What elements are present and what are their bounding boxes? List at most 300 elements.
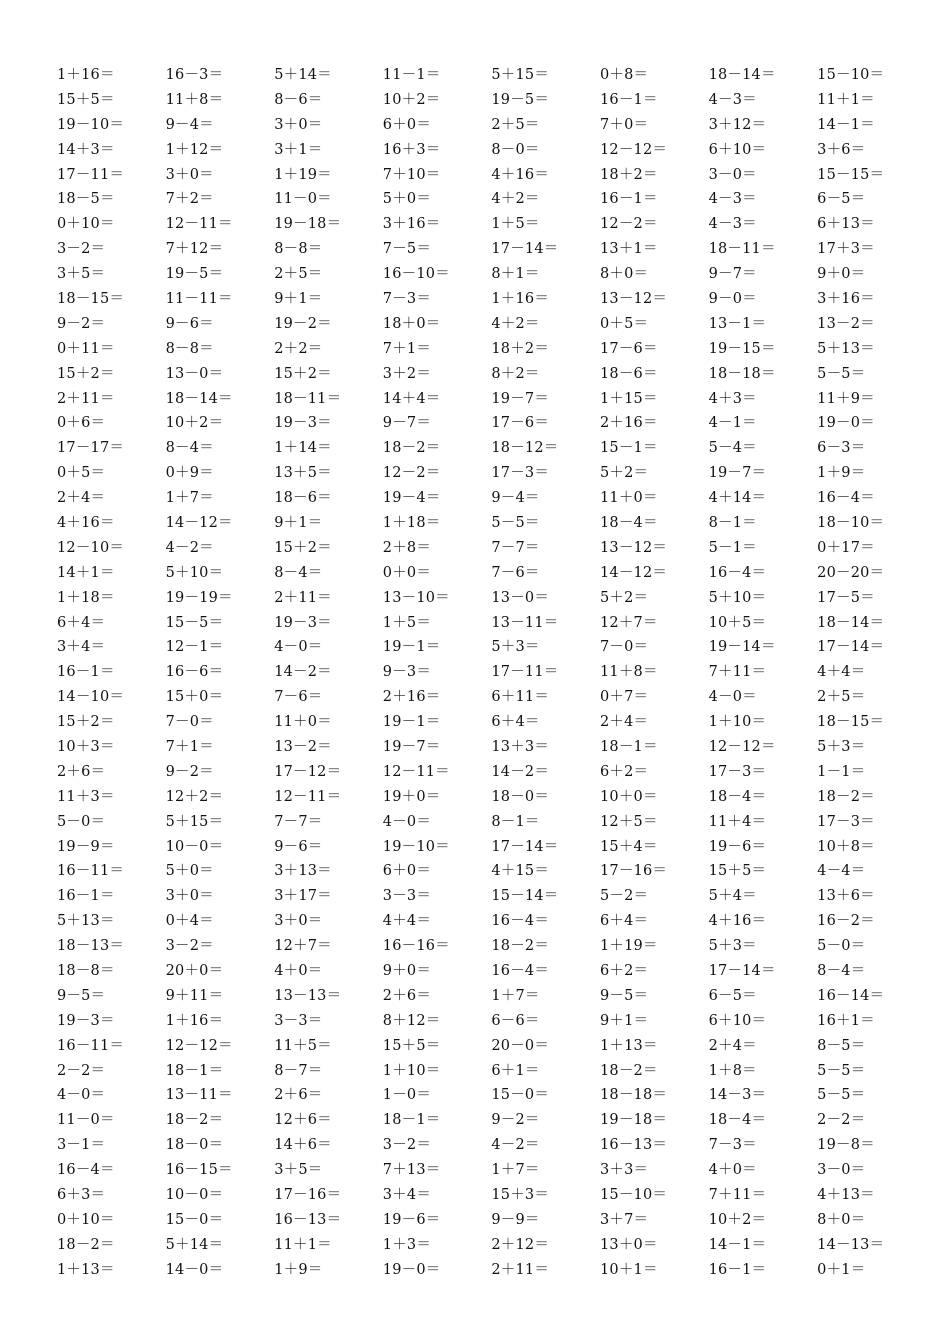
math-problem: 4－3＝ — [708, 216, 757, 233]
math-problem: 2＋11＝ — [57, 390, 115, 407]
math-problem: 20－20＝ — [817, 564, 885, 581]
math-problem: 4－0＝ — [274, 639, 323, 656]
math-problem: 16－1＝ — [708, 1261, 767, 1278]
math-problem: 10＋2＝ — [708, 1211, 767, 1228]
math-problem: 18－11＝ — [274, 390, 342, 407]
math-problem: 6＋1＝ — [491, 1062, 540, 1079]
math-problem: 1－0＝ — [382, 1087, 432, 1104]
math-problem: 2－2＝ — [57, 1062, 106, 1079]
math-problem: 2＋8＝ — [382, 539, 432, 556]
math-problem: 13－0＝ — [165, 365, 224, 382]
problem-row — [57, 907, 927, 932]
math-problem: 18－4＝ — [708, 788, 767, 805]
math-problem: 14－1＝ — [817, 116, 875, 133]
math-problem: 4＋16＝ — [491, 166, 550, 183]
math-problem: 15＋2＝ — [57, 714, 115, 731]
problem-row — [57, 559, 927, 584]
math-problem: 6－5＝ — [817, 191, 866, 208]
math-problem: 8－1＝ — [491, 813, 540, 830]
math-problem: 1＋19＝ — [599, 938, 658, 955]
math-problem: 19－18＝ — [274, 216, 342, 233]
math-problem: 12＋7＝ — [599, 614, 658, 631]
math-problem: 18－0＝ — [165, 1137, 224, 1154]
math-problem: 14－0＝ — [165, 1261, 224, 1278]
math-problem: 1＋10＝ — [382, 1062, 441, 1079]
math-problem: 9＋0＝ — [382, 963, 432, 979]
math-problem: 19－19＝ — [165, 589, 233, 606]
math-problem: 0＋5＝ — [599, 315, 649, 332]
math-problem: 13－0＝ — [491, 589, 550, 606]
math-problem: 7－6＝ — [491, 564, 540, 581]
math-problem: 10＋2＝ — [165, 415, 224, 432]
math-problem: 17－11＝ — [491, 664, 559, 681]
math-problem: 7－0＝ — [599, 639, 649, 656]
math-problem: 6－6＝ — [491, 1012, 540, 1029]
problem-row — [57, 1106, 927, 1131]
math-problem: 6＋13＝ — [817, 216, 875, 233]
math-problem: 3－3＝ — [382, 888, 432, 905]
math-problem: 17－14＝ — [708, 963, 776, 979]
problem-row — [57, 932, 927, 957]
math-problem: 1＋10＝ — [708, 714, 767, 731]
math-problem: 3＋4＝ — [382, 1187, 432, 1204]
math-problem: 13－2＝ — [817, 315, 875, 332]
math-problem: 18＋2＝ — [491, 340, 550, 357]
problem-row — [57, 1181, 927, 1206]
math-problem: 11＋8＝ — [599, 664, 658, 681]
math-problem: 9＋1＝ — [599, 1012, 649, 1029]
math-problem: 14－1＝ — [708, 1236, 767, 1253]
math-problem: 7－5＝ — [382, 241, 432, 258]
math-problem: 12－2＝ — [382, 465, 441, 482]
math-problem: 17－16＝ — [274, 1187, 342, 1204]
math-problem: 4－0＝ — [382, 813, 432, 830]
math-problem: 18－14＝ — [165, 390, 233, 407]
problem-row — [57, 136, 927, 161]
math-problem: 6－5＝ — [708, 987, 757, 1004]
math-problem: 12＋6＝ — [274, 1112, 332, 1129]
problem-row — [57, 982, 927, 1007]
problem-row — [57, 708, 927, 733]
math-problem: 18－4＝ — [599, 514, 658, 531]
math-problem: 15－14＝ — [491, 888, 559, 905]
math-problem: 6＋4＝ — [491, 714, 540, 731]
math-problem: 8－4＝ — [274, 564, 323, 581]
math-problem: 1＋13＝ — [599, 1037, 658, 1054]
math-problem: 19－5＝ — [165, 266, 224, 283]
math-problem: 4＋0＝ — [274, 963, 323, 979]
math-problem: 18－5＝ — [57, 191, 115, 208]
math-problem: 1＋9＝ — [274, 1261, 323, 1278]
math-problem: 9－9＝ — [491, 1211, 540, 1228]
math-problem: 13＋5＝ — [274, 465, 332, 482]
math-problem: 17－11＝ — [57, 166, 125, 183]
math-problem: 11＋1＝ — [274, 1236, 332, 1253]
math-problem: 8＋1＝ — [491, 266, 540, 283]
math-problem: 11－0＝ — [274, 191, 332, 208]
math-problem: 19－7＝ — [708, 465, 767, 482]
math-problem: 8＋2＝ — [491, 365, 540, 382]
math-problem: 0＋10＝ — [57, 216, 115, 233]
math-problem: 16－4＝ — [708, 564, 767, 581]
math-problem: 18－2＝ — [165, 1112, 224, 1129]
math-problem: 19－9＝ — [57, 838, 115, 855]
math-problem: 8－8＝ — [274, 241, 323, 258]
problem-row — [57, 235, 927, 260]
math-problem: 9＋1＝ — [274, 514, 323, 531]
math-problem: 8＋12＝ — [382, 1012, 441, 1029]
math-problem: 9－6＝ — [165, 315, 214, 332]
math-problem: 4＋16＝ — [57, 514, 115, 531]
math-problem: 5－5＝ — [817, 365, 866, 382]
math-problem: 8＋0＝ — [817, 1211, 866, 1228]
math-problem: 4＋13＝ — [817, 1187, 875, 1204]
math-problem: 11＋8＝ — [165, 91, 224, 108]
math-problem: 8－4＝ — [165, 440, 214, 457]
math-problem: 13－10＝ — [382, 589, 450, 606]
math-problem: 12－11＝ — [382, 763, 450, 780]
math-problem: 16－11＝ — [57, 863, 125, 880]
math-problem: 1＋15＝ — [599, 390, 658, 407]
math-problem: 1＋8＝ — [708, 1062, 757, 1079]
math-problem: 18－14＝ — [708, 66, 776, 83]
math-problem: 13－13＝ — [274, 987, 342, 1004]
math-problem: 3＋6＝ — [817, 141, 866, 158]
math-problem: 6＋4＝ — [599, 913, 649, 930]
math-problem: 16－3＝ — [165, 66, 224, 83]
math-problem: 4－3＝ — [708, 91, 757, 108]
math-problem: 7－7＝ — [491, 539, 540, 556]
math-problem: 19－7＝ — [491, 390, 550, 407]
math-problem: 1＋16＝ — [165, 1012, 224, 1029]
problem-row — [57, 758, 927, 783]
math-problem: 5－5＝ — [491, 514, 540, 531]
math-problem: 9－4＝ — [491, 490, 540, 507]
math-problem: 19＋0＝ — [382, 788, 441, 805]
math-problem: 13＋1＝ — [599, 241, 658, 258]
math-problem: 14－10＝ — [57, 689, 125, 706]
math-problem: 15＋2＝ — [274, 365, 332, 382]
math-problem: 10＋5＝ — [708, 614, 767, 631]
math-problem: 5＋3＝ — [491, 639, 540, 656]
math-problem: 15－15＝ — [817, 166, 885, 183]
math-problem: 18－0＝ — [491, 788, 550, 805]
math-problem: 19－3＝ — [274, 415, 332, 432]
math-problem: 7＋1＝ — [382, 340, 432, 357]
math-problem: 19－0＝ — [817, 415, 875, 432]
problem-row — [57, 633, 927, 658]
math-problem: 18－4＝ — [708, 1112, 767, 1129]
math-problem: 16－4＝ — [817, 490, 875, 507]
problem-row — [57, 1032, 927, 1057]
math-problem: 3＋1＝ — [274, 141, 323, 158]
math-problem: 12＋2＝ — [165, 788, 224, 805]
math-problem: 0＋7＝ — [599, 689, 649, 706]
math-problem: 11－0＝ — [57, 1112, 115, 1129]
math-problem: 2＋12＝ — [491, 1236, 550, 1253]
math-problem: 15－0＝ — [165, 1211, 224, 1228]
math-problem: 15＋5＝ — [708, 863, 767, 880]
math-problem: 19－10＝ — [382, 838, 450, 855]
math-problem: 4－3＝ — [708, 191, 757, 208]
math-problem: 10＋1＝ — [599, 1261, 658, 1278]
math-problem: 2＋11＝ — [491, 1261, 550, 1278]
math-problem: 5＋13＝ — [57, 913, 115, 930]
math-problem: 4＋15＝ — [491, 863, 550, 880]
math-problem: 13－2＝ — [274, 738, 332, 755]
math-problem: 7＋2＝ — [165, 191, 214, 208]
math-problem: 3＋0＝ — [274, 116, 323, 133]
problem-row — [57, 360, 927, 385]
math-problem: 2＋4＝ — [599, 714, 649, 731]
problem-row — [57, 86, 927, 111]
math-problem: 1＋5＝ — [491, 216, 540, 233]
math-problem: 17－3＝ — [817, 813, 875, 830]
math-problem: 11＋1＝ — [817, 91, 875, 108]
problem-row — [57, 484, 927, 509]
math-problem: 3－3＝ — [274, 1012, 323, 1029]
math-problem: 8－6＝ — [274, 91, 323, 108]
math-problem: 7＋1＝ — [165, 738, 214, 755]
math-problem: 5＋2＝ — [599, 589, 649, 606]
math-problem: 7－7＝ — [274, 813, 323, 830]
math-problem: 16＋1＝ — [817, 1012, 875, 1029]
math-problem: 18－2＝ — [599, 1062, 658, 1079]
math-problem: 5－4＝ — [708, 440, 757, 457]
problem-row — [57, 1057, 927, 1082]
math-problem: 7－6＝ — [274, 689, 323, 706]
math-problem: 4＋14＝ — [708, 490, 767, 507]
math-problem: 14－12＝ — [165, 514, 233, 531]
math-problem: 14－2＝ — [491, 763, 550, 780]
math-problem: 14＋6＝ — [274, 1137, 332, 1154]
math-problem: 6＋11＝ — [491, 689, 550, 706]
math-problem: 19－6＝ — [382, 1211, 441, 1228]
math-problem: 7－3＝ — [382, 290, 432, 307]
math-problem: 16－6＝ — [165, 664, 224, 681]
math-problem: 3＋5＝ — [57, 266, 106, 283]
problem-row — [57, 534, 927, 559]
math-problem: 3＋0＝ — [274, 913, 323, 930]
problem-row — [57, 409, 927, 434]
math-problem: 2＋5＝ — [817, 689, 866, 706]
math-problem: 12＋7＝ — [274, 938, 332, 955]
math-problem: 15＋4＝ — [599, 838, 658, 855]
math-problem: 15＋2＝ — [274, 539, 332, 556]
math-problem: 16－11＝ — [57, 1037, 125, 1054]
math-problem: 19－10＝ — [57, 116, 125, 133]
math-problem: 11－1＝ — [382, 66, 441, 83]
math-problem: 18－6＝ — [599, 365, 658, 382]
math-problem: 17＋3＝ — [817, 241, 875, 258]
math-problem: 1＋14＝ — [274, 440, 332, 457]
math-problem: 19－1＝ — [382, 714, 441, 731]
math-problem: 5－0＝ — [57, 813, 106, 830]
math-problem: 10＋2＝ — [382, 91, 441, 108]
math-problem: 19－0＝ — [382, 1261, 441, 1278]
math-problem: 18－18＝ — [599, 1087, 668, 1104]
problem-row — [57, 285, 927, 310]
math-problem: 0＋8＝ — [599, 66, 649, 83]
math-problem: 11＋3＝ — [57, 788, 115, 805]
math-problem: 17－14＝ — [817, 639, 885, 656]
math-problem: 17－3＝ — [708, 763, 767, 780]
math-problem: 19－14＝ — [708, 639, 776, 656]
math-problem: 7＋0＝ — [599, 116, 649, 133]
math-problem: 14＋1＝ — [57, 564, 115, 581]
problem-row — [57, 509, 927, 534]
problem-row — [57, 161, 927, 186]
math-problem: 18－8＝ — [57, 963, 115, 979]
math-problem: 2＋4＝ — [708, 1037, 757, 1054]
math-problem: 14－3＝ — [708, 1087, 767, 1104]
math-problem: 6＋10＝ — [708, 141, 767, 158]
math-problem: 4＋4＝ — [817, 664, 866, 681]
problem-row — [57, 733, 927, 758]
math-problem: 9－6＝ — [274, 838, 323, 855]
math-problem: 7＋11＝ — [708, 1187, 767, 1204]
math-problem: 5＋15＝ — [165, 813, 224, 830]
math-problem: 2＋5＝ — [274, 266, 323, 283]
math-problem: 5＋10＝ — [708, 589, 767, 606]
math-problem: 19－2＝ — [274, 315, 332, 332]
math-problem: 0＋5＝ — [57, 465, 106, 482]
math-problem: 0＋0＝ — [382, 564, 432, 581]
math-problem: 10＋3＝ — [57, 738, 115, 755]
math-problem: 19－18＝ — [599, 1112, 668, 1129]
math-problem: 10－0＝ — [165, 838, 224, 855]
math-problem: 8－7＝ — [274, 1062, 323, 1079]
problem-row — [57, 459, 927, 484]
math-problem: 15－10＝ — [599, 1187, 668, 1204]
math-problem: 11＋4＝ — [708, 813, 767, 830]
math-problem: 3＋0＝ — [165, 166, 214, 183]
math-problem: 8－8＝ — [165, 340, 214, 357]
math-problem: 18－15＝ — [57, 290, 125, 307]
math-problem: 16－1＝ — [57, 888, 115, 905]
math-problem: 3＋16＝ — [382, 216, 441, 233]
math-problem: 9＋0＝ — [817, 266, 866, 283]
math-problem: 7＋10＝ — [382, 166, 441, 183]
math-problem: 16－1＝ — [599, 191, 658, 208]
math-problem: 1＋16＝ — [57, 66, 115, 83]
math-problem: 6－3＝ — [817, 440, 866, 457]
problem-row — [57, 210, 927, 235]
math-problem: 19－5＝ — [491, 91, 550, 108]
problem-row — [57, 1082, 927, 1107]
math-problem: 15＋5＝ — [382, 1037, 441, 1054]
math-problem: 4＋3＝ — [708, 390, 757, 407]
problem-row — [57, 783, 927, 808]
math-problem: 5＋3＝ — [708, 938, 757, 955]
math-problem: 2＋6＝ — [274, 1087, 323, 1104]
math-problem: 18－2＝ — [382, 440, 441, 457]
math-problem: 6＋0＝ — [382, 863, 432, 880]
math-problem: 13－11＝ — [491, 614, 559, 631]
math-problem: 14－13＝ — [817, 1236, 885, 1253]
math-problem: 18－1＝ — [165, 1062, 224, 1079]
math-problem: 4－0＝ — [57, 1087, 106, 1104]
problem-row — [57, 1256, 927, 1281]
math-problem: 6＋0＝ — [382, 116, 432, 133]
math-problem: 6＋2＝ — [599, 963, 649, 979]
arithmetic-worksheet — [57, 61, 927, 1281]
math-problem: 12－2＝ — [599, 216, 658, 233]
math-problem: 19－1＝ — [382, 639, 441, 656]
math-problem: 3－1＝ — [57, 1137, 106, 1154]
math-problem: 1＋9＝ — [817, 465, 866, 482]
math-problem: 3－0＝ — [817, 1162, 866, 1179]
math-problem: 20＋0＝ — [165, 963, 224, 979]
math-problem: 12－12＝ — [708, 738, 776, 755]
math-problem: 11＋9＝ — [817, 390, 875, 407]
math-problem: 17－14＝ — [491, 838, 559, 855]
problem-row — [57, 683, 927, 708]
math-problem: 4＋16＝ — [708, 913, 767, 930]
math-problem: 5＋4＝ — [708, 888, 757, 905]
math-problem: 16－1＝ — [57, 664, 115, 681]
math-problem: 5＋3＝ — [817, 738, 866, 755]
math-problem: 9－7＝ — [382, 415, 432, 432]
math-problem: 12－12＝ — [165, 1037, 233, 1054]
math-problem: 9＋1＝ — [274, 290, 323, 307]
math-problem: 3－2＝ — [165, 938, 214, 955]
problem-row — [57, 260, 927, 285]
math-problem: 4－2＝ — [491, 1137, 540, 1154]
math-problem: 19－3＝ — [57, 1012, 115, 1029]
math-problem: 13＋0＝ — [599, 1236, 658, 1253]
math-problem: 6＋10＝ — [708, 1012, 767, 1029]
math-problem: 17－5＝ — [817, 589, 875, 606]
math-problem: 1＋12＝ — [165, 141, 224, 158]
math-problem: 9－4＝ — [165, 116, 214, 133]
math-problem: 18－1＝ — [382, 1112, 441, 1129]
math-problem: 1＋7＝ — [491, 1162, 540, 1179]
math-problem: 18－10＝ — [817, 514, 885, 531]
math-problem: 18＋0＝ — [382, 315, 441, 332]
math-problem: 17－3＝ — [491, 465, 550, 482]
math-problem: 16－4＝ — [491, 963, 550, 979]
math-problem: 1＋13＝ — [57, 1261, 115, 1278]
math-problem: 1＋3＝ — [382, 1236, 432, 1253]
math-problem: 5－5＝ — [817, 1087, 866, 1104]
math-problem: 5＋0＝ — [165, 863, 214, 880]
math-problem: 18＋2＝ — [599, 166, 658, 183]
math-problem: 5＋13＝ — [817, 340, 875, 357]
math-problem: 11＋0＝ — [274, 714, 332, 731]
math-problem: 4－0＝ — [708, 689, 757, 706]
math-problem: 10＋0＝ — [599, 788, 658, 805]
problem-row — [57, 434, 927, 459]
math-problem: 14－12＝ — [599, 564, 668, 581]
math-problem: 18－15＝ — [817, 714, 885, 731]
math-problem: 14－2＝ — [274, 664, 332, 681]
math-problem: 17－14＝ — [491, 241, 559, 258]
math-problem: 17－6＝ — [599, 340, 658, 357]
math-problem: 8－5＝ — [817, 1037, 866, 1054]
math-problem: 17－17＝ — [57, 440, 125, 457]
math-problem: 18－11＝ — [708, 241, 776, 258]
math-problem: 11－11＝ — [165, 290, 233, 307]
math-problem: 0＋4＝ — [165, 913, 214, 930]
math-problem: 4－2＝ — [165, 539, 214, 556]
math-problem: 15－1＝ — [599, 440, 658, 457]
math-problem: 3＋7＝ — [599, 1211, 649, 1228]
math-problem: 4－4＝ — [817, 863, 866, 880]
math-problem: 19－15＝ — [708, 340, 776, 357]
problem-row — [57, 385, 927, 410]
math-problem: 7＋13＝ — [382, 1162, 441, 1179]
